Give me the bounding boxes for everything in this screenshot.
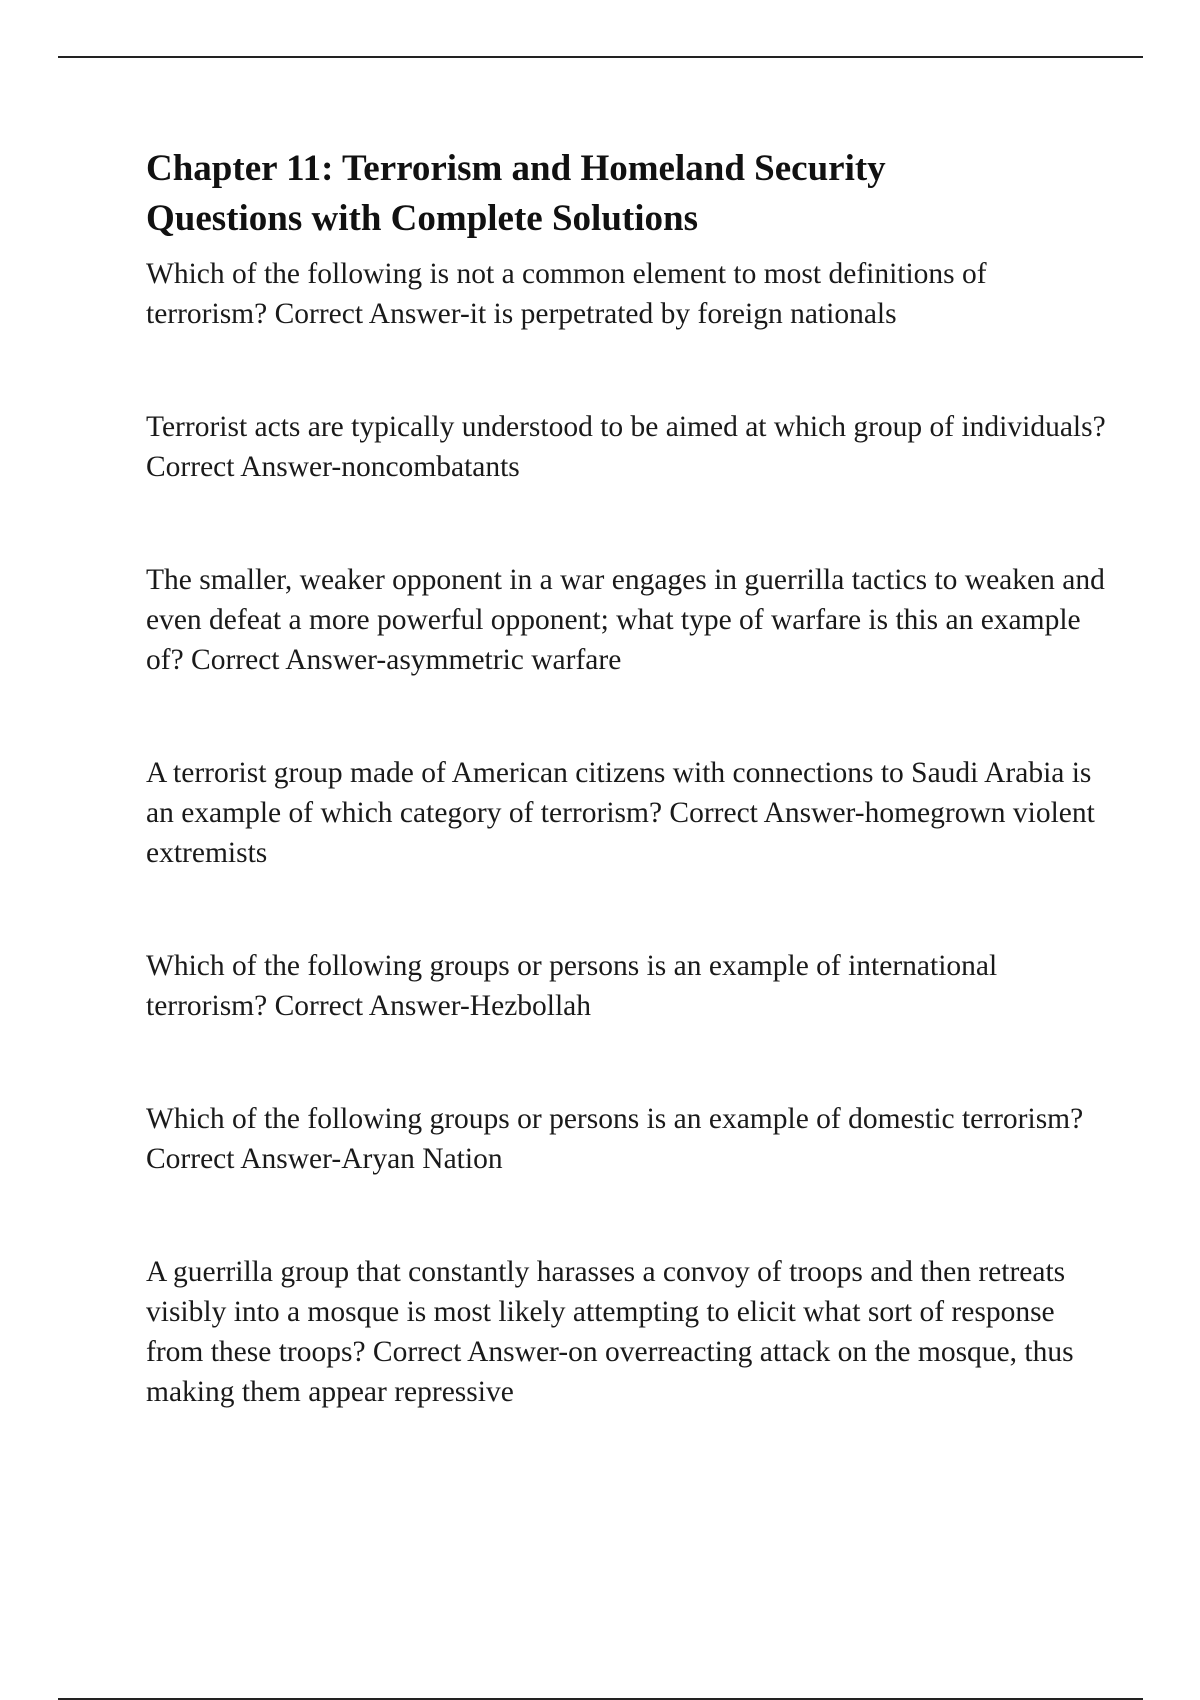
qa-item: Which of the following groups or persons is an example of domestic terrorism? Correct Answer-Aryan Nation — [146, 1103, 1084, 1175]
qa-item: A terrorist group made of American citizens with connections to Saudi Arabia is an example of which category of terrorism? Correct Answer-homegrown violent extremists — [146, 757, 1095, 869]
page-content — [146, 144, 1106, 1412]
document-title — [146, 144, 1106, 244]
top-rule — [58, 56, 1143, 58]
qa-item: Which of the following is not a common element to most definitions of terrorism? Correct Answer-it is perpetrated by foreign nationals — [146, 258, 987, 330]
qa-item: A guerrilla group that constantly harasses a convoy of troops and then retreats visibly into a mosque is most likely attempting to elicit what sort of response from these troops? Correct Answer-on overreacting attack on the mosque, thus making them appear repressive — [146, 1256, 1074, 1408]
title-line-2: Questions with Complete Solutions — [146, 198, 698, 239]
title-line-1: Chapter 11: Terrorism and Homeland Security — [146, 148, 886, 189]
qa-item: Which of the following groups or persons is an example of international terrorism? Correct Answer-Hezbollah — [146, 950, 998, 1022]
qa-item: The smaller, weaker opponent in a war engages in guerrilla tactics to weaken and even defeat a more powerful opponent; what type of warfare is this an example of? Correct Answer-asymmetric warfare — [146, 564, 1105, 676]
qa-item: Terrorist acts are typically understood to be aimed at which group of individuals? Correct Answer-noncombatants — [146, 411, 1106, 483]
